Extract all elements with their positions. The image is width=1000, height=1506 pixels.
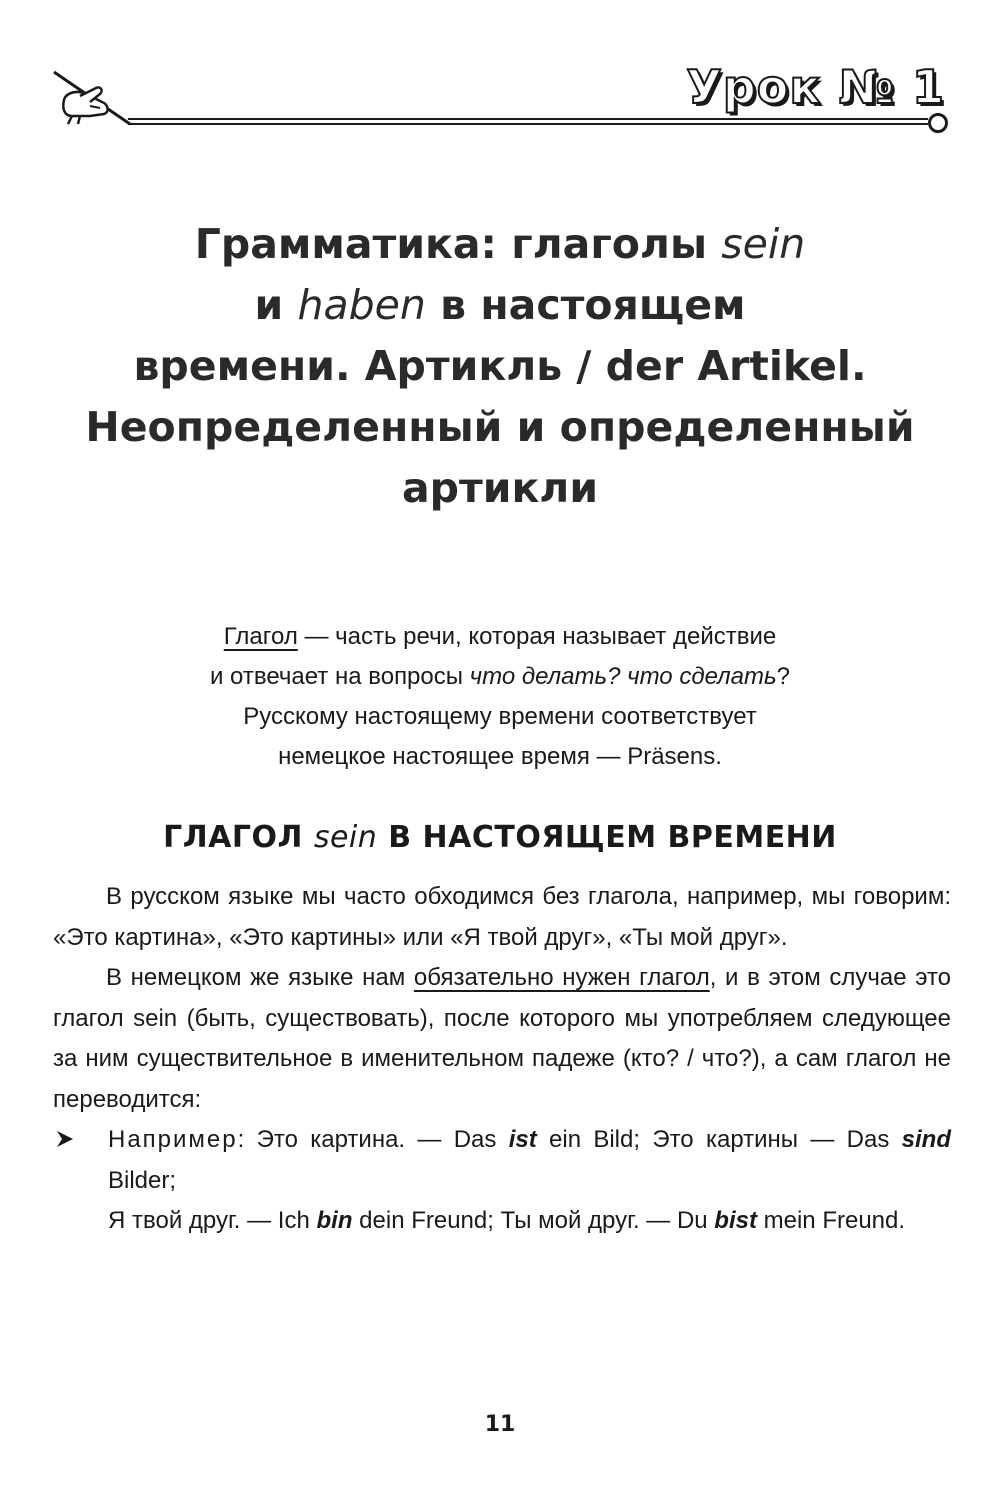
title-line-3: времени. Артикль / der Artikel. [133, 342, 867, 390]
writing-hand-icon [50, 66, 136, 130]
paragraph-2: В немецком же языке нам обязательно нужен глагол, и в этом случае это глагол sein (быть, существовать), после которого мы употребляем следующее за ним существительное в именительном падеже (кто? / что?), а сам глагол не переводится: [53, 964, 952, 1113]
section-body [53, 877, 951, 1242]
underlined-phrase: обязательно нужен глагол [413, 964, 710, 991]
paragraph-1: В русском языке мы часто обходимся без глагола, например, мы говорим: «Это картина», «Это картины» или «Я твой друг», «Ты мой друг». [53, 883, 951, 951]
definition-term: Глагол [223, 623, 298, 650]
lesson-label: Урок № 1 [686, 60, 945, 114]
title-line-1: Грамматика: глаголы sein [194, 220, 806, 268]
title-line-5: артикли [401, 464, 599, 512]
section-heading: ГЛАГОЛ sein В НАСТОЯЩЕМ ВРЕМЕНИ [163, 820, 837, 855]
page-number: 11 [484, 1412, 516, 1437]
arrow-bullet-icon [55, 1129, 75, 1149]
title-line-4: Неопределенный и определенный [85, 403, 915, 451]
example-label: Например [108, 1126, 238, 1153]
example-block: Например: Это картина. — Das ist ein Bild; Это картины — Das sind Bilder; Я твой друг. — Ich bin dein Freund; Ты мой друг. — Du bist mein Freund. [53, 1120, 951, 1242]
rule-end-circle [928, 113, 948, 133]
header-rule [128, 118, 928, 128]
page-header [0, 0, 1000, 140]
verb-definition: Глагол — часть речи, которая называет действие и отвечает на вопросы что делать? что сделать? Русскому настоящему времени соответствует немецкое настоящее время — Präsens. [209, 623, 790, 770]
page-title [60, 214, 940, 519]
title-line-2: и haben в настоящем [254, 281, 746, 329]
